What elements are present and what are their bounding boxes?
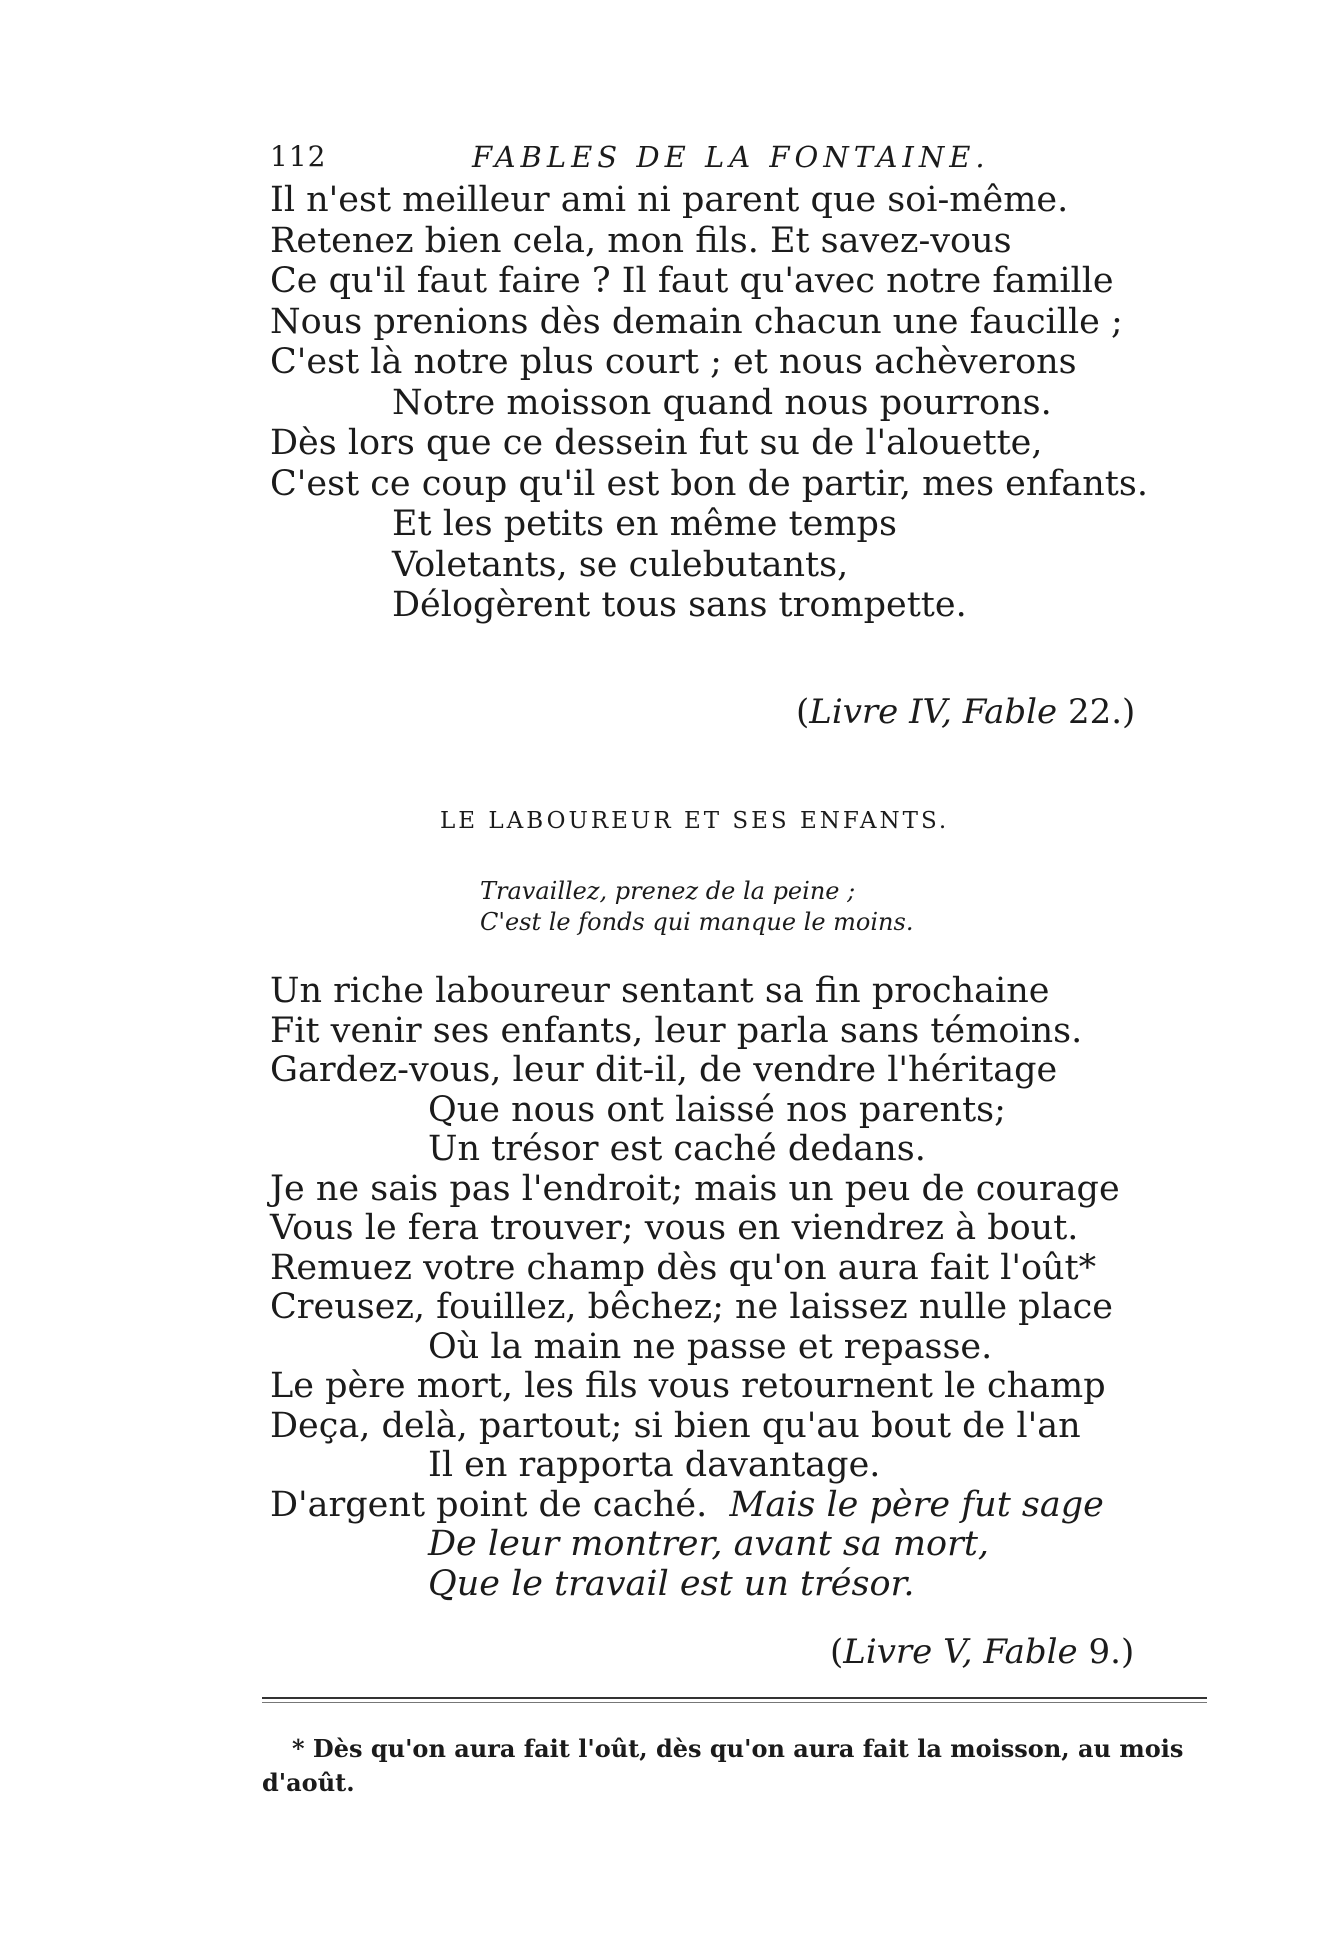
reference-paren: ( <box>830 1632 844 1672</box>
reference-book-number: IV, <box>909 692 952 732</box>
reference-livre: Livre <box>843 1632 933 1672</box>
reference-fable: Fable <box>983 1632 1078 1672</box>
verse-line: Dès lors que ce dessein fut su de l'alouette, <box>270 423 1043 463</box>
verse-line: Un riche laboureur sentant sa fin prochaine <box>270 971 1050 1011</box>
verse-line: Deça, delà, partout; si bien qu'au bout de l'an <box>270 1405 1081 1446</box>
verse-line-italic: Mais le père fut sage <box>729 1484 1104 1525</box>
fable-reference <box>830 1632 1134 1672</box>
verse-line: Délogèrent tous sans trompette. <box>392 585 967 625</box>
epigraph-line: C'est le fonds qui manque le moins. <box>480 908 914 936</box>
footnote-divider <box>262 1702 1207 1703</box>
reference-paren: ) <box>1122 692 1136 732</box>
page-number: 112 <box>270 140 327 173</box>
verse-line-italic: De leur montrer, avant sa mort, <box>428 1524 990 1564</box>
reference-livre: Livre <box>809 692 899 732</box>
fable-reference <box>796 692 1135 732</box>
verse-line: Ce qu'il faut faire ? Il faut qu'avec notre famille <box>270 261 1114 301</box>
verse-line: Gardez-vous, leur dit-il, de vendre l'héritage <box>270 1050 1058 1090</box>
verse-line <box>270 1486 1220 1526</box>
verse-line: Que nous ont laissé nos parents; <box>428 1089 1006 1130</box>
fable-verses <box>270 972 1220 1604</box>
verse-line: Remuez votre champ dès qu'on aura fait l'oût* <box>270 1247 1097 1288</box>
verse-line: Notre moisson quand nous pourrons. <box>392 382 1052 423</box>
verse-line-italic: Que le travail est un trésor. <box>428 1563 915 1604</box>
verse-line-roman: D'argent point de caché. <box>270 1484 708 1525</box>
verse-line: C'est là notre plus court ; et nous achèverons <box>270 342 1077 382</box>
verse-line: C'est ce coup qu'il est bon de partir, mes enfants. <box>270 463 1148 504</box>
verse-line: Le père mort, les fils vous retournent le champ <box>270 1366 1106 1406</box>
verse-line: Nous prenions dès demain chacun une faucille ; <box>270 301 1123 342</box>
epigraph-line: Travaillez, prenez de la peine ; <box>480 877 856 905</box>
verse-line: Et les petits en même temps <box>392 504 897 544</box>
reference-book-number: V, <box>943 1632 973 1672</box>
verse-line: Il en rapporta davantage. <box>428 1445 881 1485</box>
fable-epigraph <box>480 876 1180 938</box>
verse-line: Creusez, fouillez, bêchez; ne laissez nulle place <box>270 1287 1113 1327</box>
verse-line: Il n'est meilleur ami ni parent que soi-même. <box>270 180 1069 220</box>
reference-fable-number: 9. <box>1088 1632 1121 1672</box>
fable-title: LE LABOUREUR ET SES ENFANTS. <box>440 808 950 834</box>
verse-line: Un trésor est caché dedans. <box>428 1129 926 1169</box>
verse-line: Vous le fera trouver; vous en viendrez à bout. <box>270 1208 1079 1248</box>
verse-line: Où la main ne passe et repasse. <box>428 1326 993 1367</box>
verse-line: Fit venir ses enfants, leur parla sans témoins. <box>270 1010 1083 1051</box>
verse-line: Voletants, se culebutants, <box>392 544 849 585</box>
verse-line: Retenez bien cela, mon fils. Et savez-vous <box>270 220 1012 261</box>
footnote-divider <box>262 1697 1207 1699</box>
reference-paren: ) <box>1120 1632 1135 1672</box>
page-header <box>270 140 1170 180</box>
reference-paren: ( <box>796 692 810 732</box>
reference-fable: Fable <box>962 692 1058 732</box>
poem-continuation <box>270 180 1220 626</box>
verse-line: Je ne sais pas l'endroit; mais un peu de courage <box>270 1168 1120 1209</box>
footnote: * Dès qu'on aura fait l'oût, dès qu'on aura fait la moisson, au mois d'août. <box>262 1734 1184 1797</box>
running-title: FABLES DE LA FONTAINE. <box>472 140 990 174</box>
reference-fable-number: 22. <box>1067 692 1123 732</box>
